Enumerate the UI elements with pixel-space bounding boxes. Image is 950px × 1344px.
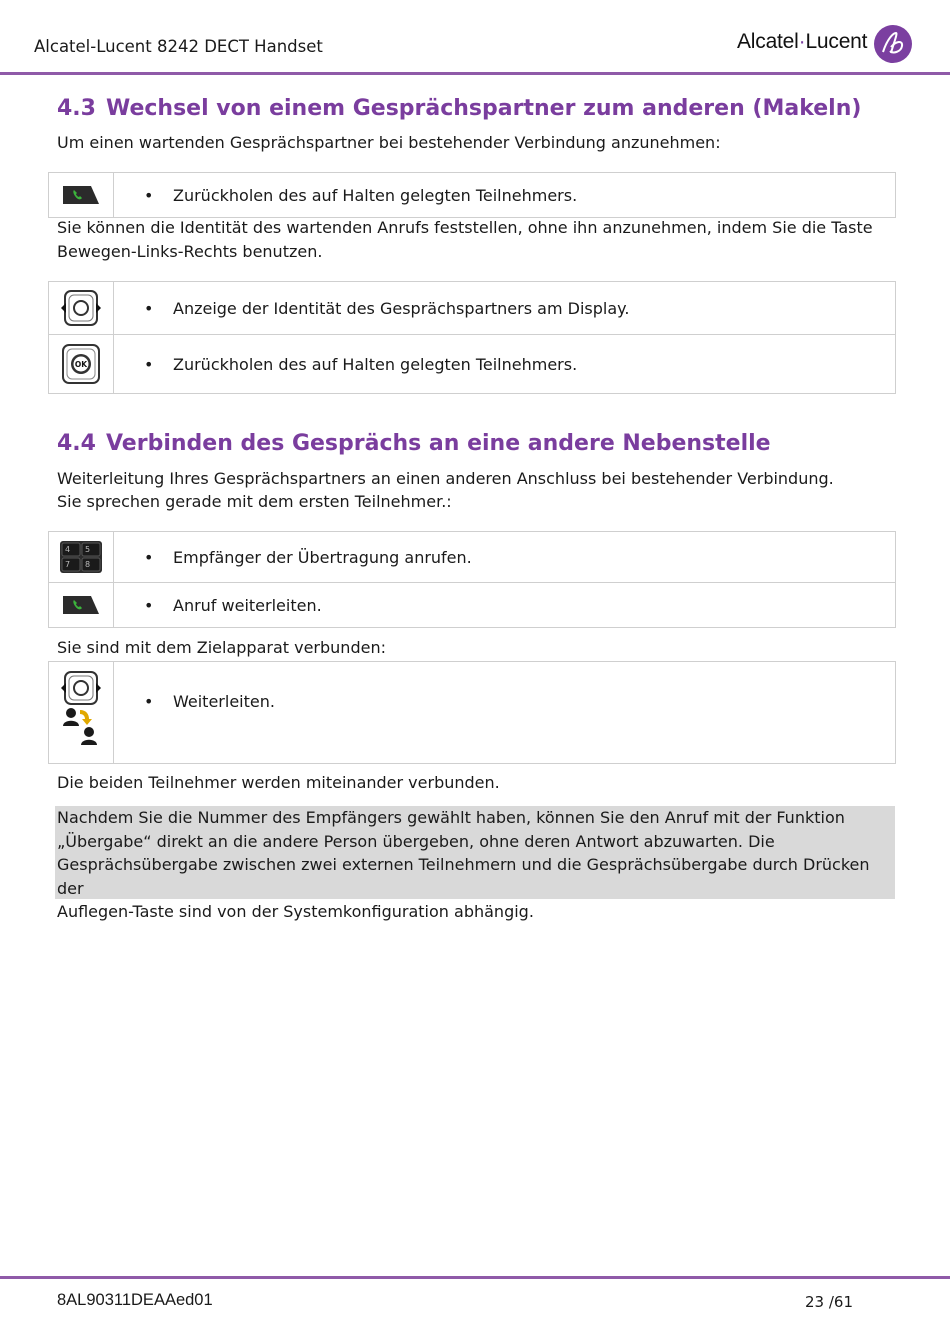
ok-key-icon [49,343,113,385]
document-code: 8AL90311DEAAed01 [57,1291,213,1309]
navigator-transfer-icon [49,662,113,746]
green-call-key-icon [49,184,113,206]
step-text: Anruf weiterleiten. [173,595,322,615]
steps-table-4-3-a [48,172,896,218]
step-row: • Anzeige der Identität des Gesprächspartners am Display. [49,282,896,335]
svg-text:8: 8 [85,560,91,569]
steps-table-4-4-a [48,531,896,628]
svg-text:OK: OK [74,360,88,369]
footer-rule [0,1276,950,1279]
step-row: 4 5 7 8 • Empfänger der Übertragung anrufen. [49,532,896,583]
navigator-left-right-icon [49,289,113,327]
step-text: Zurückholen des auf Halten gelegten Teilnehmers. [173,185,578,205]
document-header-title: Alcatel-Lucent 8242 DECT Handset [34,37,323,56]
section-4-4-intro-line1: Weiterleitung Ihres Gesprächspartners an einen anderen Anschluss bei bestehender Verbindung. [57,469,834,488]
note-box [55,806,895,921]
section-4-3-intro: Um einen wartenden Gesprächspartner bei bestehender Verbindung anzunehmen: [57,133,721,152]
header-rule [0,72,950,75]
svg-text:7: 7 [65,560,71,569]
step-text: Empfänger der Übertragung anrufen. [173,547,472,567]
step-text: Weiterleiten. [173,692,275,711]
note-line: Nachdem Sie die Nummer des Empfängers gewählt haben, können Sie den Anruf mit der Funktion [57,808,845,827]
steps-table-4-4-b [48,661,896,764]
step-row: • Zurückholen des auf Halten gelegten Teilnehmers. [49,173,896,218]
brand-logo-text: Alcatel·Lucent [737,30,868,53]
step-row: • Anruf weiterleiten. [49,583,896,628]
keypad-icon [49,541,113,573]
section-4-3-middle-text: Sie können die Identität des wartenden Anrufs feststellen, ohne ihn anzunehmen, indem Sie die Taste Bewegen-Links-Rechts benutzen. [57,218,873,261]
navigator-left-right-icon [60,670,102,706]
step-row: OK • Zurückholen des auf Halten gelegten Teilnehmers. [49,335,896,394]
svg-text:4: 4 [65,545,71,554]
note-line: Auflegen-Taste sind von der Systemkonfiguration abhängig. [57,902,534,921]
note-line: Gesprächsübergabe zwischen zwei externen Teilnehmern und die Gesprächsübergabe durch Drücken der [57,855,870,898]
section-4-4-connected-text: Sie sind mit dem Zielapparat verbunden: [57,638,386,657]
section-heading-4-4: 4.4 Verbinden des Gesprächs an eine andere Nebenstelle [57,431,771,456]
transfer-users-icon [60,706,102,746]
steps-table-4-3-b [48,281,896,394]
green-call-key-icon [49,594,113,616]
step-text: Anzeige der Identität des Gesprächspartners am Display. [173,298,630,318]
page-number: 23 /61 [805,1293,853,1311]
section-4-4-intro-line2: Sie sprechen gerade mit dem ersten Teilnehmer.: [57,492,452,511]
brand-logo-icon [874,25,912,63]
section-4-4-after-text: Die beiden Teilnehmer werden miteinander verbunden. [57,773,500,792]
svg-text:5: 5 [85,545,91,554]
step-row: • Weiterleiten. [49,662,896,764]
section-heading-4-3: 4.3 Wechsel von einem Gesprächspartner zum anderen (Makeln) [57,96,862,121]
note-line: „Übergabe“ direkt an die andere Person übergeben, ohne deren Antwort abzuwarten. Die [57,831,775,851]
step-text: Zurückholen des auf Halten gelegten Teilnehmers. [173,354,578,374]
